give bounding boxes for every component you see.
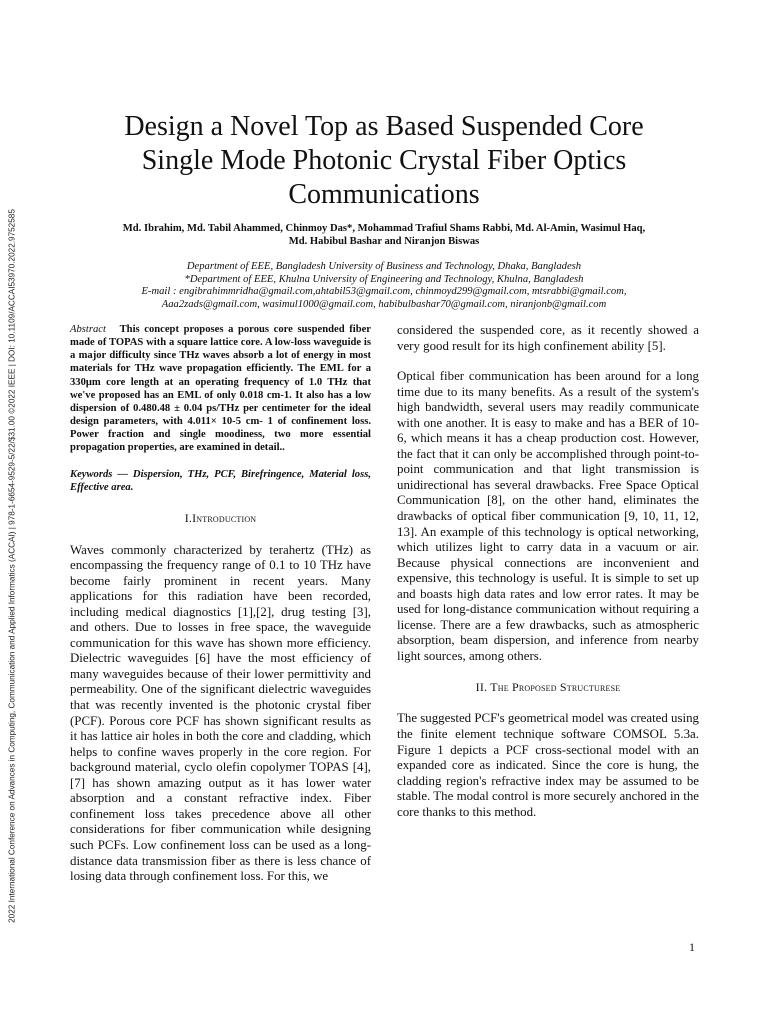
introduction-paragraph-1-continued: considered the suspended core, as it recently showed a very good result for its high confinement ability [5]. xyxy=(397,323,699,353)
title-line-2: Single Mode Photonic Crystal Fiber Optics xyxy=(141,145,627,176)
paper-title xyxy=(60,110,708,212)
introduction-heading: I.Introduction xyxy=(184,510,257,525)
affiliations xyxy=(60,261,708,311)
proposed-structure-paragraph-1: The suggested PCF's geometrical model was created using the finite element technique software COMSOL 5.3a. Figure 1 depicts a PCF cross-sectional model with an expanded core as indicated. Since the core is hung, the cladding region's refractive index may be assumed to be stable. The modal control is more securely anchored in the core thanks to this method. xyxy=(397,711,699,819)
keywords: Keywords — Dispersion, THz, PCF, Birefringence, Material loss, Effective area. xyxy=(70,468,371,493)
left-column xyxy=(70,323,371,885)
abstract xyxy=(70,323,371,455)
authors-line-1: Md. Ibrahim, Md. Tabil Ahammed, Chinmoy Das*, Mohammad Trafiul Shams Rabbi, Md. Al-Amin, Wasimul Haq, xyxy=(122,223,646,234)
author-list xyxy=(80,222,688,248)
title-line-3: Communications xyxy=(288,179,480,210)
title-line-1: Design a Novel Top as Based Suspended Core xyxy=(124,111,644,142)
conference-doi-sidebar xyxy=(4,0,20,1024)
proposed-structure-heading: II. The Proposed Structurese xyxy=(475,680,621,695)
email-line-1: E-mail : engibrahimmridha@gmail.com,ahtabil53@gmail.com, chinmoyd299@gmail.com, mtsrabbi@gmail.com, xyxy=(141,286,627,298)
introduction-paragraph-2: Optical fiber communication has been around for a long time due to its many benefits. As a result of the system's high bandwidth, several users may readily communicate with one another. It is easy to make and has a BER of 10-6, which means it has a cheap production cost. However, the fact that it can only be accomplished through point-to-point communication and that light transmission is unidirectional has several drawbacks. Free Space Optical Communication [8], on the other hand, eliminates the drawbacks of optical fiber communication [9, 10, 11, 12, 13]. An example of this technology is optical networking, which utilizes light to carry data in a vacuum or air. Because physical connections are inconvenient and expensive, this technology is useful. It is simple to set up and boasts high data rates and low error rates. It may be used for long-distance communication without requiring a license. There are a few drawbacks, such as atmospheric absorption, beam dispersion, and inference from nearby light sources, among others. xyxy=(397,369,699,663)
sidebar-text: 2022 International Conference on Advances in Computing, Communication and Applied Informatics (ACCAI) | 978-1-6654-9529-5/22/$31.00 ©2022 IEEE | DOI: 10.1109/ACCAI53970.2022.9752585 xyxy=(7,209,17,923)
page-number: 1 xyxy=(689,940,695,954)
right-column-inner xyxy=(397,323,699,820)
email-line-2: Aaa2zads@gmail.com, wasimul1000@gmail.com, habibulbashar70@gmail.com, niranjonb@gmail.com xyxy=(161,298,607,310)
affiliation-2: *Department of EEE, Khulna University of Engineering and Technology, Khulna, Bangladesh xyxy=(184,273,584,285)
introduction-paragraph-1: Waves commonly characterized by terahertz (THz) as encompassing the frequency range of 0.1 to 10 THz have become fairly prominent in recent years. Many applications for this radiation have been recorded, including medical diagnostics [1],[2], drug testing [3], and others. Due to losses in free space, the waveguide communication for this wave has shown more efficiency. Dielectric waveguides [6] have the most efficiency of many waveguides because of their lower permittivity and permeability. One of the significant dielectric waveguides that was recently invented is the photonic crystal fiber (PCF). Porous core PCF has shown significant results as it has lattice air holes in both the core and cladding, which helps to confine waves properly in the core region. For background material, cyclo olefin copolymer TOPAS [4], [7] has shown amazing output as it has lower water absorption and a constant refractive index. Fiber confinement loss takes precedence above all other considerations for fiber communication while designing such PCFs. Low confinement loss can be used as a long-distance data transmission fiber as there is less chance of losing data through confinement loss. For this, we xyxy=(70,542,371,884)
affiliation-1: Department of EEE, Bangladesh University of Business and Technology, Dhaka, Bangladesh xyxy=(186,261,582,272)
authors-line-2: Md. Habibul Bashar and Niranjon Biswas xyxy=(288,236,480,247)
right-column xyxy=(397,323,699,820)
abstract-label: Abstract xyxy=(70,324,106,335)
abstract-text: This concept proposes a porous core suspended fiber made of TOPAS with a square lattice core. A low-loss waveguide is a major difficulty since THz waves absorb a lot of energy in most materials for THz wave propagation efficiently. The EML for a 330μm core length at an operating frequency of 1.0 THz that we've proposed has an EML of only 0.018 cm-1. It also has a low dispersion of 0.480.48 ± 0.04 ps/THz per centimeter for the ideal design parameters, with 4.011× 10-5 cm- 1 of confinement loss. Power fraction and single moodiness, two more essential propagation properties, are examined in detail.. xyxy=(70,324,371,454)
